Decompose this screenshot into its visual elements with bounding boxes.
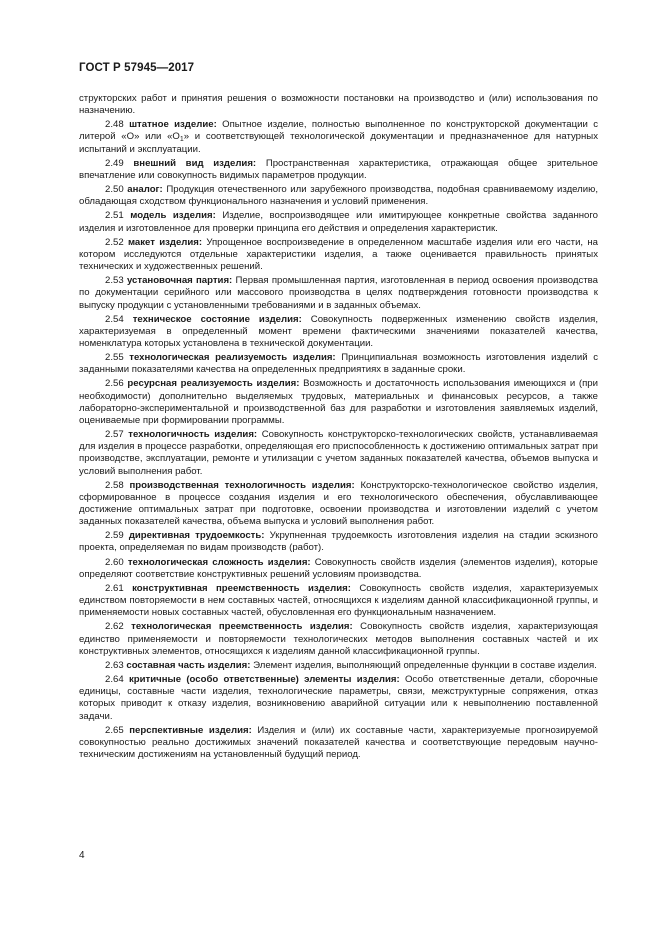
entry-2-56: [79, 378, 598, 427]
entry-2-59: [79, 530, 598, 554]
entry-number: 2.54: [105, 313, 124, 325]
entry-definition: Совокупность конструкторско-технологических свойств, устанавливаемая для изделия в процессе разработки, определяющая его приспособленность к достижению оптимальных затрат при производстве, эксплуатации, ремонте и утилизации с учетом заданных показателей качества, объемов выпуска и условий выполнения работ.: [79, 429, 599, 477]
entry-2-65: [79, 725, 598, 761]
entry-term: макет изделия:: [127, 236, 203, 248]
entry-term: технологическая сложность изделия:: [127, 556, 311, 568]
entry-number: 2.63: [105, 659, 124, 671]
entry-2-53: [79, 275, 598, 311]
entry-number: 2.57: [105, 429, 124, 441]
entry-term: технологичность изделия:: [128, 429, 258, 441]
entry-2-60: [79, 557, 598, 581]
entry-definition: Особо ответственные детали, сборочные единицы, составные части изделия, технологические параметры, связи, межструктурные сопряжения, отказ которых приводит к отказу изделия, возникновению аварийной ситуации или к невыполнению поставленной задачи.: [79, 674, 598, 722]
entry-2-62: [79, 621, 598, 657]
entry-2-55: [79, 352, 598, 376]
entry-term: техническое состояние изделия:: [132, 313, 302, 325]
entry-definition: Первая промышленная партия, изготовленная в период освоения производства по документации серийного или массового производства в целях подтверждения готовности производства к выпуску продукции с установленными требованиями и в заданных объемах.: [79, 275, 598, 311]
entry-definition: Продукция отечественного или зарубежного производства, подобная сравниваемому изделию, обладающая сходством функционального назначения и условий применения.: [79, 184, 598, 208]
entry-definition: Изделия и (или) их составные части, характеризуемые прогнозируемой совокупностью реально достижимых значений показателей качества и соответствующие передовым научно-техническим достижениям на установленный будущий период.: [79, 724, 598, 760]
entry-definition: Изделие, воспроизводящее или имитирующее конкретные свойства заданного изделия и изготовленное для проверки принципа его действия и определения характеристик.: [79, 210, 599, 234]
entry-2-58: [79, 480, 598, 529]
document-header: ГОСТ Р 57945—2017: [79, 62, 195, 74]
entry-term: штатное изделие:: [129, 119, 217, 131]
entry-number: 2.48: [105, 119, 124, 131]
entry-definition: Принципиальная возможность изготовления изделий с заданными показателями качества на определенных предприятиях в заданные сроки.: [79, 352, 598, 376]
entry-number: 2.64: [105, 674, 124, 686]
entry-term: перспективные изделия:: [129, 724, 252, 736]
entry-term: технологическая реализуемость изделия:: [129, 352, 336, 364]
entry-term: директивная трудоемкость:: [128, 530, 265, 542]
entry-2-61: [79, 583, 598, 619]
entry-number: 2.65: [105, 724, 124, 736]
entry-term: конструктивная преемственность изделия:: [132, 582, 351, 594]
entry-definition: Пространственная характеристика, отражающая общее зрительное впечатление или совокупность видимых параметров продукции.: [79, 157, 598, 181]
entry-number: 2.61: [105, 582, 124, 594]
entry-definition: Совокупность подверженных изменению свойств изделия, характеризуемая в определенный момент времени фактическими значениями показателей качества, номенклатура которых установлена в технической документации.: [79, 313, 598, 349]
entry-definition: Элемент изделия, выполняющий определенные функции в составе изделия.: [253, 659, 597, 671]
entry-definition: Укрупненная трудоемкость изготовления изделия на стадии эскизного проекта, определяемая по видам производств (работ).: [79, 530, 598, 554]
entry-definition: Совокупность свойств изделия, характеризующая единство применяемости и повторяемости технологических методов выполнения составных частей и их конструктивных элементов, относящихся к изделиям данной классификационной группы.: [79, 621, 598, 657]
entry-number: 2.52: [105, 236, 124, 248]
entry-term: внешний вид изделия:: [133, 157, 257, 169]
entry-2-64: [79, 674, 598, 723]
entry-definition: Опытное изделие, полностью выполненное по конструкторской документации с литерой «О» или «О: [79, 119, 599, 143]
entry-definition: Конструкторско-технологическое свойство изделия, сформированное в процессе создания изделия и его технологического обеспечения, обуславливающее достижение оптимальных затрат при подготовке, освоении производства и изготовлении изделий с учетом заданных показателей качества, объема выпуска и условий выполнения работ.: [79, 479, 598, 528]
entry-2-48: [79, 119, 598, 155]
page-number: 4: [79, 850, 85, 861]
entry-definition: Упрощенное воспроизведение в определенном масштабе изделия или его части, на котором исследуются отдельные характеристики изделия, а также оценивается правильность принятых технических и художественных решений.: [79, 236, 598, 273]
entry-term: установочная партия:: [126, 275, 233, 287]
entry-definition-end: » и соответствующей технологической документации и предназначенное для натурных испытаний и эксплуатации.: [79, 131, 598, 155]
subscript: 1: [179, 136, 184, 144]
entry-number: 2.62: [105, 621, 124, 633]
entry-term: составная часть изделия:: [126, 659, 251, 671]
document-body: [79, 93, 598, 763]
entry-number: 2.58: [105, 479, 124, 491]
entry-2-52: [79, 237, 598, 273]
entry-2-51: [79, 210, 598, 234]
entry-2-57: [79, 429, 598, 478]
entry-definition: Совокупность свойств изделия, характеризуемых единством повторяемости в нем составных частей, относящихся к изделиям данной классификационной группы, и применяемости новых составных частей, обусловленная его функциональным назначением.: [79, 582, 598, 619]
entry-2-49: [79, 158, 598, 182]
entry-number: 2.55: [105, 352, 124, 364]
entry-term: критичные (особо ответственные) элементы изделия:: [128, 674, 400, 686]
entry-term: модель изделия:: [130, 210, 216, 222]
intro-paragraph: структорских работ и принятия решения о возможности постановки на производство и (или) использования по назначению.: [79, 93, 598, 117]
entry-2-54: [79, 314, 598, 350]
entry-definition: Возможность и достаточность использования имеющихся и (при необходимости) дополнительно выделяемых трудовых, материальных и финансовых ресурсов, а также лабораторно-экспериментальной и производственной баз для разработки и изготовления заявляемых изделий, оцениваемые при формировании программы.: [79, 378, 599, 426]
entry-number: 2.51: [105, 210, 124, 222]
entry-term: производственная технологичность изделия:: [129, 479, 355, 491]
entry-term: ресурсная реализуемость изделия:: [127, 378, 300, 390]
entry-number: 2.59: [105, 530, 124, 542]
entry-number: 2.56: [105, 378, 124, 390]
entry-definition: Совокупность свойств изделия (элементов изделия), которые определяют соответствие конструктивных решений условиям производства.: [79, 556, 598, 580]
entry-2-50: [79, 184, 598, 208]
entry-number: 2.60: [105, 556, 124, 568]
entry-term: аналог:: [127, 184, 163, 196]
entry-number: 2.49: [105, 157, 124, 169]
entry-number: 2.50: [105, 184, 124, 196]
entry-2-63: [79, 660, 598, 672]
entry-term: технологическая преемственность изделия:: [131, 621, 353, 633]
entry-number: 2.53: [105, 275, 124, 287]
